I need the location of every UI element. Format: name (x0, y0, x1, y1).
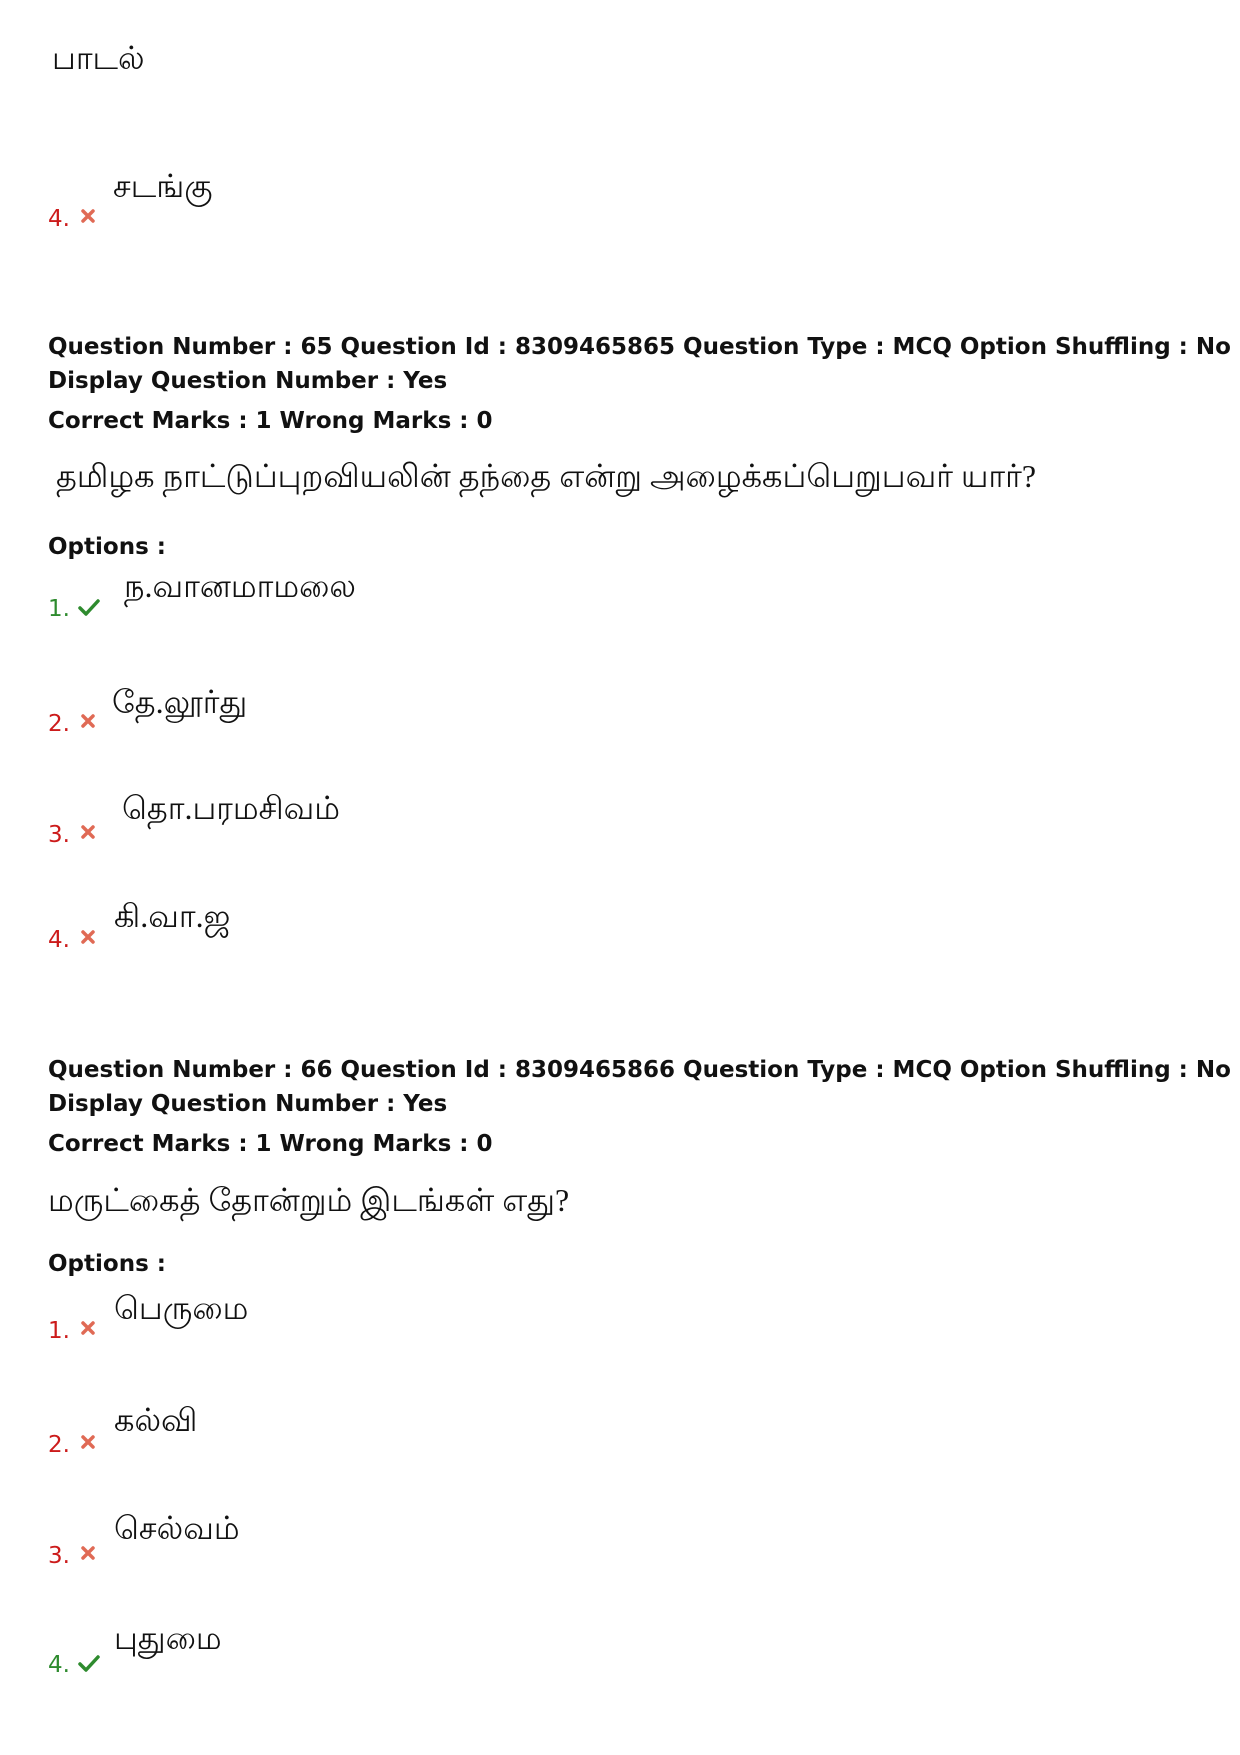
options-label: Options : (48, 1251, 166, 1277)
option-number: 2. (48, 711, 70, 737)
display-question-number: Display Question Number : Yes (48, 1091, 448, 1117)
display-question-number: Display Question Number : Yes (48, 368, 448, 394)
option-number: 4. (48, 927, 70, 953)
option-number: 4. (48, 1652, 70, 1678)
carryover-text: பாடல் (52, 40, 145, 76)
option-text: தொ.பரமசிவம் (122, 790, 340, 826)
option-number: 1. (48, 1318, 70, 1344)
cross-icon (80, 1320, 96, 1336)
cross-icon (80, 929, 96, 945)
option-text: தே.லூர்து (112, 684, 248, 720)
check-icon (78, 598, 100, 616)
option-text: செல்வம் (114, 1510, 240, 1546)
marks-line: Correct Marks : 1 Wrong Marks : 0 (48, 408, 493, 434)
question-text: மருட்கைத் தோன்றும் இடங்கள் எது? (48, 1182, 570, 1218)
question-text: தமிழக நாட்டுப்புறவியலின் தந்தை என்று அழைக்கப்பெறுபவர் யார்? (56, 458, 1037, 494)
option-number: 3. (48, 822, 70, 848)
cross-icon (80, 713, 96, 729)
option-text: கல்வி (114, 1402, 198, 1438)
check-icon (78, 1654, 100, 1672)
option-text: புதுமை (114, 1620, 222, 1656)
question-header: Question Number : 65 Question Id : 8309465865 Question Type : MCQ Option Shuffling : No (48, 334, 1231, 360)
option-text: ந.வானமாமலை (124, 568, 356, 604)
marks-line: Correct Marks : 1 Wrong Marks : 0 (48, 1131, 493, 1157)
option-number: 3. (48, 1543, 70, 1569)
option-number: 2. (48, 1432, 70, 1458)
cross-icon (80, 824, 96, 840)
cross-icon (80, 208, 96, 224)
option-number: 1. (48, 596, 70, 622)
option-number: 4. (48, 206, 70, 232)
cross-icon (80, 1545, 96, 1561)
question-header: Question Number : 66 Question Id : 8309465866 Question Type : MCQ Option Shuffling : No (48, 1057, 1231, 1083)
options-label: Options : (48, 534, 166, 560)
option-text: கி.வா.ஜ (114, 898, 231, 934)
cross-icon (80, 1434, 96, 1450)
option-text: சடங்கு (113, 168, 213, 204)
option-text: பெருமை (114, 1290, 249, 1326)
